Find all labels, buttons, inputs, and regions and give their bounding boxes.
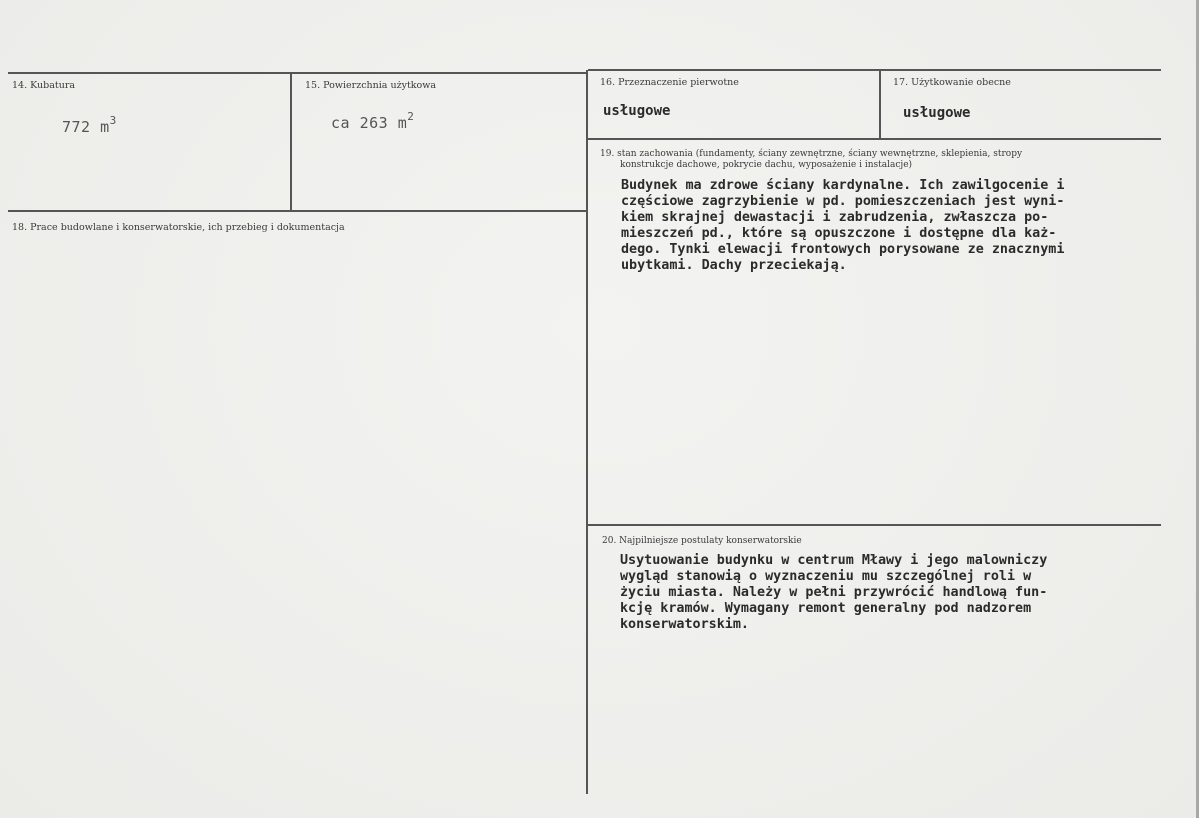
field-19-label-line2: konstrukcje dachowe, pokrycie dachu, wyposażenie i instalacje) xyxy=(620,160,913,170)
field-15-exponent: 2 xyxy=(407,110,415,123)
field-17-label: 17. Użytkowanie obecne xyxy=(893,77,1011,88)
field-15-label: 15. Powierzchnia użytkowa xyxy=(305,80,437,91)
field-20-line: Usytuowanie budynku w centrum Mławy i jego malowniczy xyxy=(620,553,1048,568)
field-20-line: wygląd stanowią o wyznaczeniu mu szczególnej roli w xyxy=(620,569,1032,584)
field-20-line: kcję kramów. Wymagany remont generalny pod nadzorem xyxy=(620,601,1032,616)
field-20-label: 20. Najpilniejsze postulaty konserwatorskie xyxy=(602,536,802,546)
field-19-line: częściowe zagrzybienie w pd. pomieszczeniach jest wyni- xyxy=(621,194,1065,209)
rule-above-20 xyxy=(588,524,1161,526)
main-vertical-divider xyxy=(586,70,588,794)
field-19-label-line1: 19. stan zachowania (fundamenty, ściany zewnętrzne, ściany wewnętrzne, sklepienia, stropy xyxy=(600,149,1023,159)
field-20-line: życiu miasta. Należy w pełni przywrócić handlową fun- xyxy=(620,585,1048,600)
field-19-line: kiem skrajnej dewastacji i zabrudzenia, zwłaszcza po- xyxy=(621,210,1049,225)
field-15-value-text: ca 263 m xyxy=(331,114,408,132)
top-rule-right xyxy=(588,69,1161,71)
field-19-line: ubytkami. Dachy przeciekają. xyxy=(621,258,847,273)
field-16-value: usługowe xyxy=(603,103,671,119)
field-17-value: usługowe xyxy=(903,105,971,121)
top-rule-left xyxy=(8,72,586,74)
field-15-value xyxy=(331,110,414,132)
field-14-label: 14. Kubatura xyxy=(12,80,76,91)
field-16-label: 16. Przeznaczenie pierwotne xyxy=(600,77,739,88)
field-19-line: dego. Tynki elewacji frontowych porysowane ze znacznymi xyxy=(621,242,1065,257)
field-14-exponent: 3 xyxy=(109,114,117,127)
field-14-value xyxy=(62,114,117,136)
rule-below-14-15 xyxy=(8,210,586,212)
field-20-line: konserwatorskim. xyxy=(620,617,749,632)
field-14-value-text: 772 m xyxy=(62,118,110,136)
field-19-line: Budynek ma zdrowe ściany kardynalne. Ich zawilgocenie i xyxy=(621,178,1065,193)
divider-14-15 xyxy=(290,72,292,212)
rule-below-16-17 xyxy=(588,138,1161,140)
divider-16-17 xyxy=(879,70,881,140)
field-19-line: mieszczeń pd., które są opuszczone i dostępne dla każ- xyxy=(621,226,1057,241)
field-18-label: 18. Prace budowlane i konserwatorskie, ich przebieg i dokumentacja xyxy=(12,222,345,233)
